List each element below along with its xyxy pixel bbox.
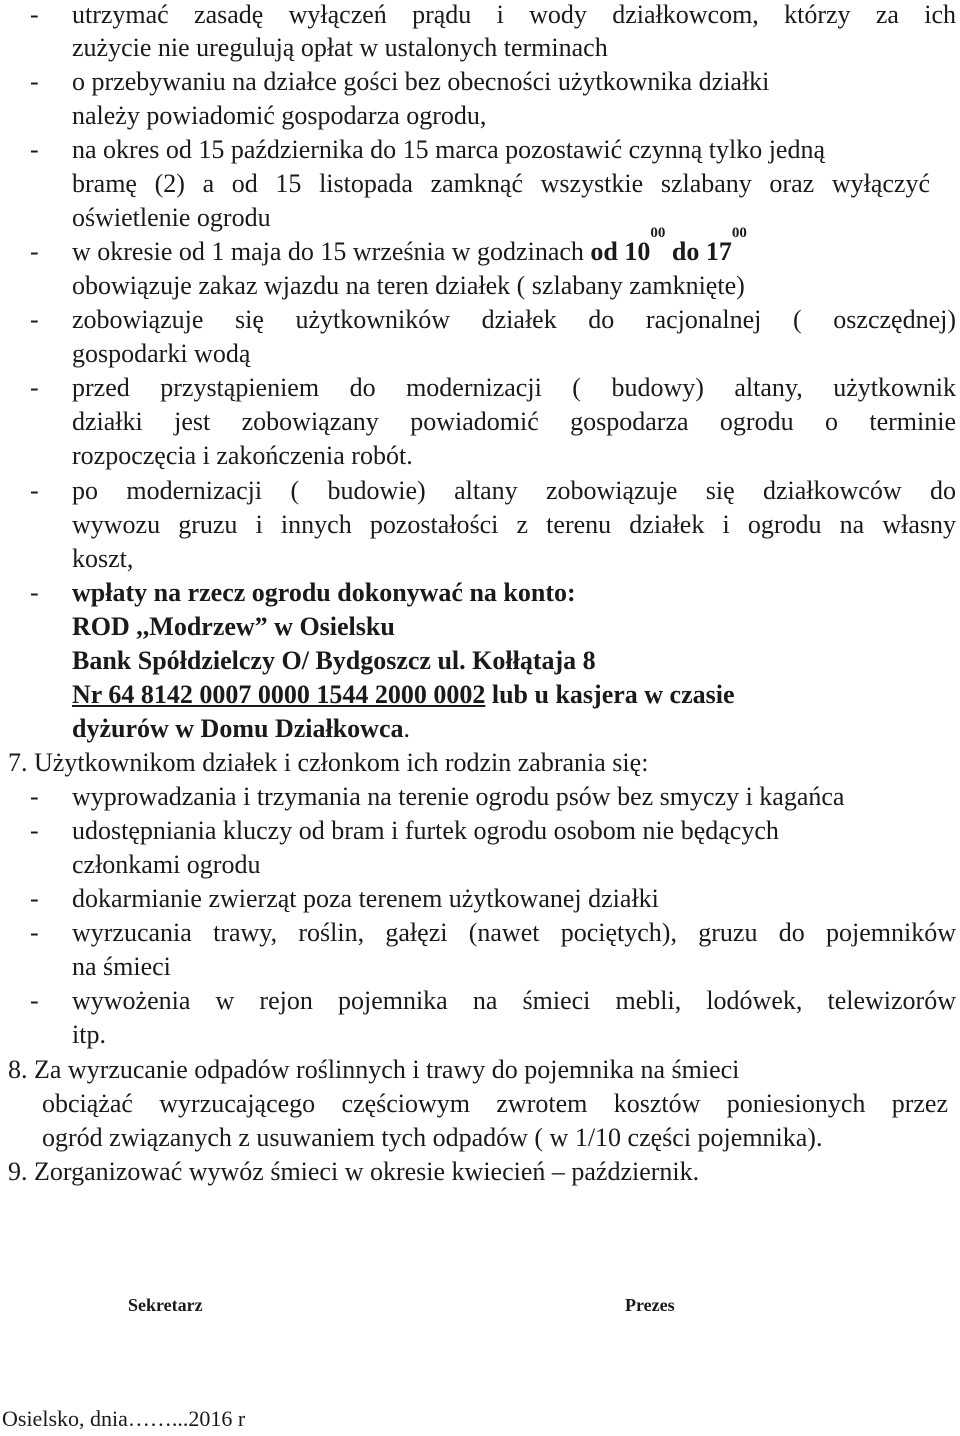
dash-bullet: - — [30, 782, 39, 811]
text-line: należy powiadomić gospodarza ogrodu, — [72, 101, 487, 130]
dash-bullet: - — [30, 237, 39, 266]
text-line: wywozu gruzu i innych pozostałości z terenu działek i ogrodu na własny — [72, 510, 956, 539]
text-line: zużycie nie uregulują opłat w ustalonych terminach — [72, 33, 608, 62]
bank-name: Bank Spółdzielczy O/ Bydgoszcz ul. Kołłątaja 8 — [72, 646, 596, 675]
dash-bullet: - — [30, 135, 39, 164]
text-line: działki jest zobowiązany powiadomić gospodarza ogrodu o terminie — [72, 407, 956, 436]
text-segment: w okresie od 1 maja do 15 września w godzinach — [72, 237, 591, 266]
superscript: 00 — [650, 225, 666, 241]
bold-text: dyżurów w Domu Działkowca — [72, 714, 404, 743]
section-heading: 8. Za wyrzucanie odpadów roślinnych i trawy do pojemnika na śmieci — [8, 1055, 740, 1084]
superscript: 00 — [731, 225, 747, 241]
text-segment: . — [403, 714, 410, 743]
text-line: ogród związanych z usuwaniem tych odpadów ( w 1/10 części pojemnika). — [42, 1123, 823, 1152]
text-line: o przebywaniu na działce gości bez obecności użytkownika działki — [72, 67, 770, 96]
bold-text: do 17 — [665, 237, 732, 266]
text-line: utrzymać zasadę wyłączeń prądu i wody działkowcom, którzy za ich — [72, 0, 956, 29]
dash-bullet: - — [30, 373, 39, 402]
text-line: koszt, — [72, 544, 134, 573]
dash-bullet: - — [30, 986, 39, 1015]
text-line: gospodarki wodą — [72, 339, 251, 368]
text-line: po modernizacji ( budowie) altany zobowiązuje się działkowców do — [72, 476, 956, 505]
place-date: Osielsko, dnia……...2016 r — [2, 1406, 246, 1431]
account-number: Nr 64 8142 0007 0000 1544 2000 0002 — [72, 680, 486, 709]
text-line: członkami ogrodu — [72, 850, 261, 879]
text-line: przed przystąpieniem do modernizacji ( budowy) altany, użytkownik — [72, 373, 956, 402]
bold-text: od 10 — [590, 237, 651, 266]
text-line: obowiązuje zakaz wjazdu na teren działek ( szlabany zamknięte) — [72, 271, 745, 300]
text-line — [72, 225, 747, 269]
text-line: rozpoczęcia i zakończenia robót. — [72, 441, 413, 470]
signature-secretary: Sekretarz — [128, 1295, 203, 1315]
dash-bullet: - — [30, 884, 39, 913]
text-line: na okres od 15 października do 15 marca pozostawić czynną tylko jedną — [72, 135, 825, 164]
text-line: itp. — [72, 1020, 106, 1049]
text-line — [72, 712, 410, 746]
dash-bullet: - — [30, 0, 39, 29]
dash-bullet: - — [30, 918, 39, 947]
text-line: zobowiązuje się użytkowników działek do racjonalnej ( oszczędnej) — [72, 305, 956, 334]
text-line: dokarmianie zwierząt poza terenem użytkowanej działki — [72, 884, 659, 913]
account-name: ROD ,,Modrzew” w Osielsku — [72, 612, 395, 641]
dash-bullet: - — [30, 67, 39, 96]
text-segment: lub u kasjera w czasie — [485, 680, 735, 709]
account-number-line — [72, 678, 735, 712]
text-line: na śmieci — [72, 952, 171, 981]
text-line: udostępniania kluczy od bram i furtek ogrodu osobom nie będących — [72, 816, 779, 845]
bold-text-line: wpłaty na rzecz ogrodu dokonywać na konto: — [72, 578, 576, 607]
text-line: oświetlenie ogrodu — [72, 203, 271, 232]
signature-president: Prezes — [625, 1295, 675, 1315]
text-line: wyrzucania trawy, roślin, gałęzi (nawet pociętych), gruzu do pojemników — [72, 918, 956, 947]
dash-bullet: - — [30, 305, 39, 334]
text-line: wyprowadzania i trzymania na terenie ogrodu psów bez smyczy i kagańca — [72, 782, 845, 811]
section-heading: 7. Użytkownikom działek i członkom ich rodzin zabrania się: — [8, 748, 649, 777]
text-line: obciążać wyrzucającego częściowym zwrotem kosztów poniesionych przez — [42, 1089, 948, 1118]
section-heading: 9. Zorganizować wywóz śmieci w okresie kwiecień – październik. — [8, 1157, 700, 1186]
dash-bullet: - — [30, 816, 39, 845]
text-line: wywożenia w rejon pojemnika na śmieci mebli, lodówek, telewizorów — [72, 986, 956, 1015]
text-line: bramę (2) a od 15 listopada zamknąć wszystkie szlabany oraz wyłączyć — [72, 169, 930, 198]
dash-bullet: - — [30, 578, 39, 607]
dash-bullet: - — [30, 476, 39, 505]
